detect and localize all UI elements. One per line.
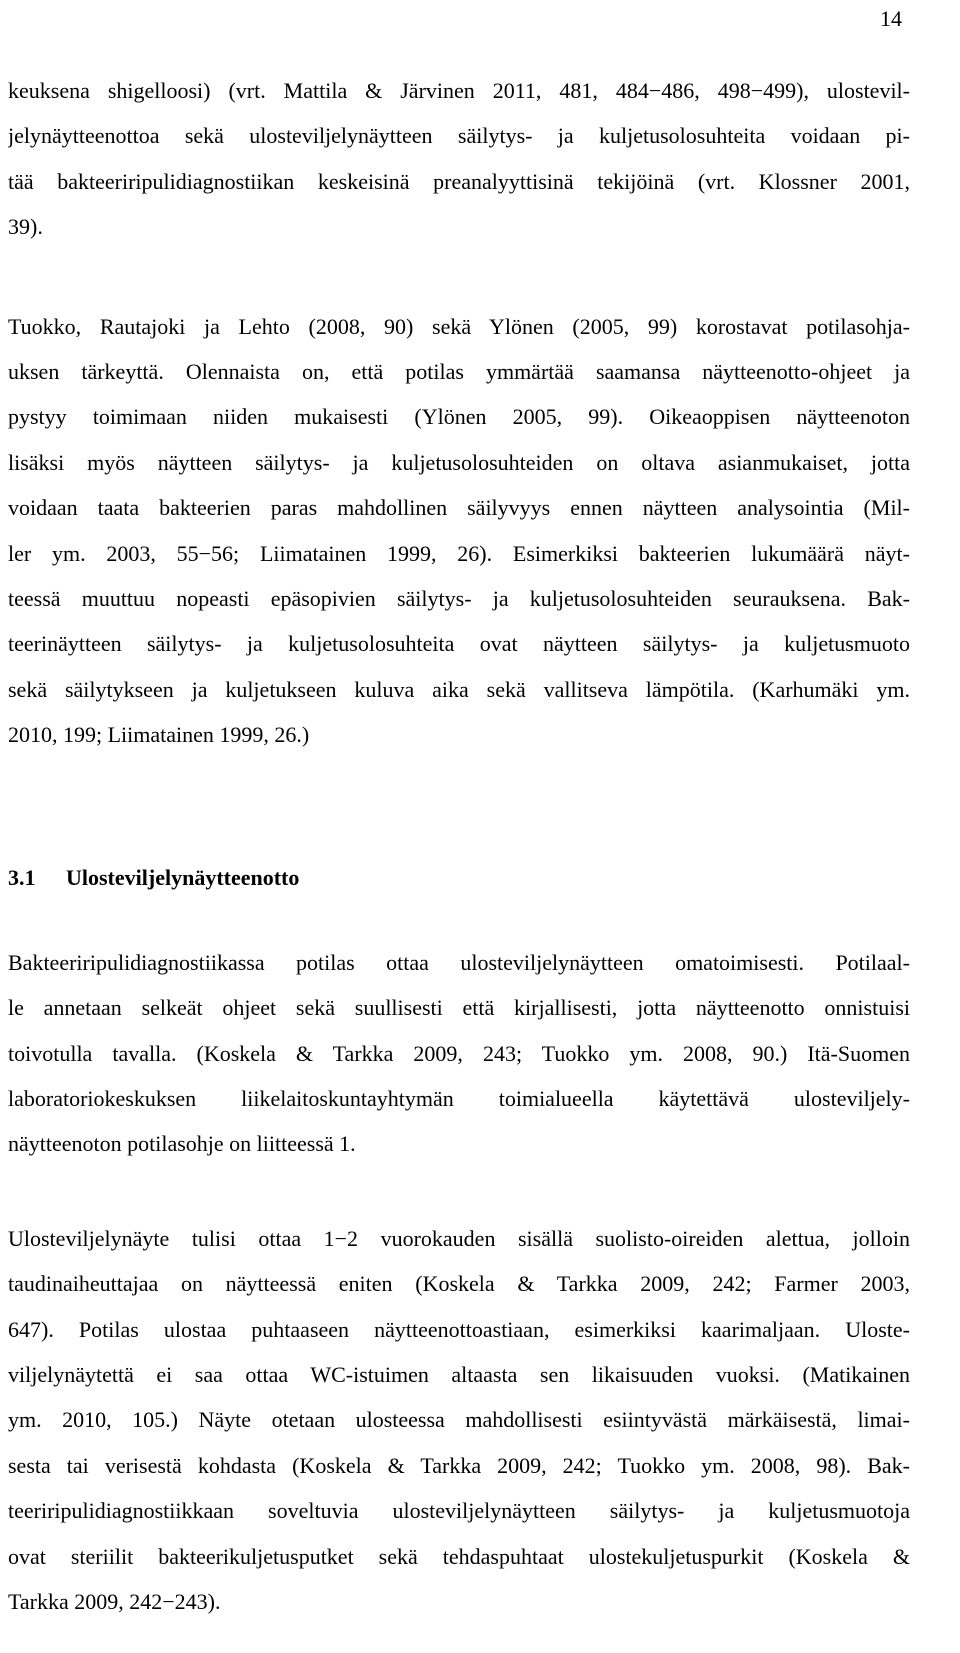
text-line: laboratoriokeskuksen liikelaitoskuntayhtymän toimialueella käytettävä ulosteviljely- bbox=[8, 1085, 910, 1111]
paragraph-1 bbox=[8, 68, 910, 250]
text-line: tää bakteeriripulidiagnostiikan keskeisinä preanalyyttisinä tekijöinä (vrt. Klossner 2001, bbox=[8, 168, 910, 194]
text-line: teeriripulidiagnostiikkaan soveltuvia ulosteviljelynäytteen säilytys- ja kuljetusmuotoja bbox=[8, 1498, 910, 1524]
text-line: le annetaan selkeät ohjeet sekä suullisesti että kirjallisesti, jotta näytteenotto onnistuisi bbox=[8, 995, 910, 1021]
text-line: keuksena shigelloosi) (vrt. Mattila & Järvinen 2011, 481, 484−486, 498−499), ulostevil- bbox=[8, 78, 910, 103]
text-line: Ulosteviljelynäyte tulisi ottaa 1−2 vuorokauden sisällä suolisto-oireiden alettua, jolloin bbox=[8, 1225, 910, 1251]
text-line: 39). bbox=[8, 214, 43, 240]
text-line: 647). Potilas ulostaa puhtaaseen näytteenottoastiaan, esimerkiksi kaarimaljaan. Uloste- bbox=[8, 1316, 910, 1342]
text-line: teessä muuttuu nopeasti epäsopivien säilytys- ja kuljetusolosuhteiden seurauksena. Bak- bbox=[8, 586, 910, 612]
text-line: uksen tärkeyttä. Olennaista on, että potilas ymmärtää saamansa näytteenotto-ohjeet ja bbox=[8, 359, 910, 385]
text-line: Bakteeriripulidiagnostiikassa potilas ottaa ulosteviljelynäytteen omatoimisesti. Potilaal- bbox=[8, 949, 910, 975]
text-line: sekä säilytykseen ja kuljetukseen kuluva aika sekä vallitseva lämpötila. (Karhumäki ym. bbox=[8, 676, 910, 702]
text-line: ler ym. 2003, 55−56; Liimatainen 1999, 26). Esimerkiksi bakteerien lukumäärä näyt- bbox=[8, 540, 910, 566]
document-body bbox=[8, 68, 910, 1624]
paragraph-4 bbox=[8, 1216, 910, 1625]
text-line: 2010, 199; Liimatainen 1999, 26.) bbox=[8, 722, 310, 748]
text-line: ovat steriilit bakteerikuljetusputket sekä tehdaspuhtaat ulostekuljetuspurkit (Koskela & bbox=[8, 1543, 910, 1569]
section-title: Ulosteviljelynäytteenotto bbox=[66, 864, 300, 890]
text-line: toivotulla tavalla. (Koskela & Tarkka 2009, 243; Tuokko ym. 2008, 90.) Itä-Suomen bbox=[8, 1040, 910, 1066]
section-number: 3.1 bbox=[8, 864, 36, 890]
text-line: sesta tai verisestä kohdasta (Koskela & Tarkka 2009, 242; Tuokko ym. 2008, 98). Bak- bbox=[8, 1452, 910, 1478]
paragraph-3 bbox=[8, 940, 910, 1167]
text-line: voidaan taata bakteerien paras mahdollinen säilyvyys ennen näytteen analysointia (Mil- bbox=[8, 495, 910, 521]
text-line: Tarkka 2009, 242−243). bbox=[8, 1588, 221, 1614]
paragraph-2 bbox=[8, 304, 910, 758]
text-line: näytteenoton potilasohje on liitteessä 1. bbox=[8, 1131, 356, 1157]
section-heading bbox=[8, 865, 910, 891]
text-line: pystyy toimimaan niiden mukaisesti (Ylönen 2005, 99). Oikeaoppisen näytteenoton bbox=[8, 404, 910, 430]
text-line: taudinaiheuttajaa on näytteessä eniten (Koskela & Tarkka 2009, 242; Farmer 2003, bbox=[8, 1271, 910, 1297]
page-number: 14 bbox=[880, 6, 902, 31]
text-line: ym. 2010, 105.) Näyte otetaan ulosteessa mahdollisesti esiintyvästä märkäisestä, limai- bbox=[8, 1407, 910, 1433]
text-line: viljelynäytettä ei saa ottaa WC-istuimen altaasta sen likaisuuden vuoksi. (Matikainen bbox=[8, 1361, 910, 1387]
text-line: Tuokko, Rautajoki ja Lehto (2008, 90) sekä Ylönen (2005, 99) korostavat potilasohja- bbox=[8, 313, 910, 339]
text-line: jelynäytteenottoa sekä ulosteviljelynäytteen säilytys- ja kuljetusolosuhteita voidaan pi- bbox=[8, 123, 910, 149]
text-line: lisäksi myös näytteen säilytys- ja kuljetusolosuhteiden on oltava asianmukaiset, jotta bbox=[8, 449, 910, 475]
text-line: teerinäytteen säilytys- ja kuljetusolosuhteita ovat näytteen säilytys- ja kuljetusmuoto bbox=[8, 631, 910, 657]
